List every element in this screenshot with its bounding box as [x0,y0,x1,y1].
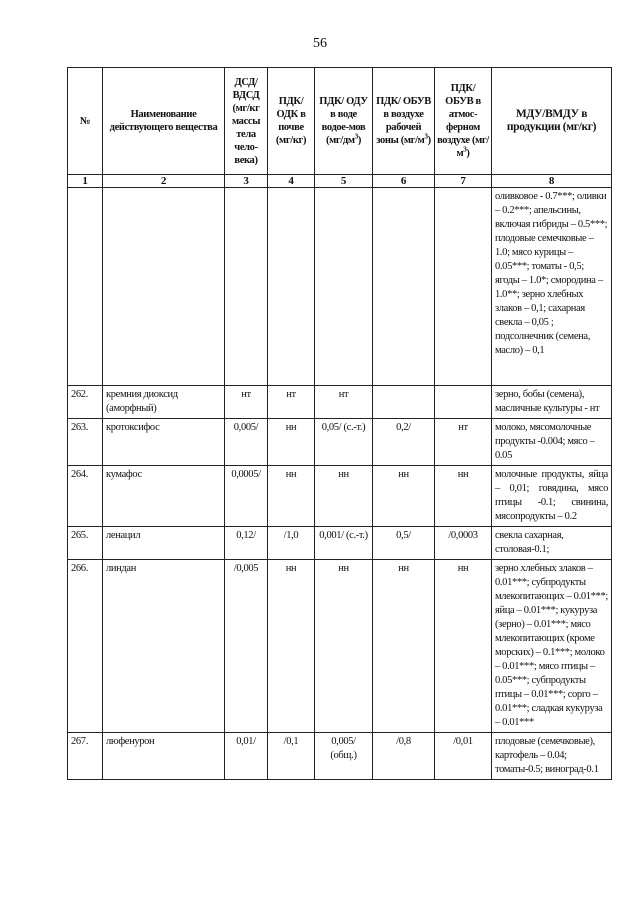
column-number: 3 [225,175,268,188]
soil-value: /1,0 [268,527,315,560]
work-air-value: нн [373,466,435,527]
product-limits: свекла сахарная, столовая-0.1; [492,527,612,560]
water-value: 0,001/ (с.-т.) [315,527,373,560]
substance-name: ленацил [103,527,225,560]
row-number: 267. [68,733,103,780]
water-value: нн [315,560,373,733]
substance-name: кротоксифос [103,419,225,466]
water-value: нт [315,386,373,419]
table-row [68,733,612,780]
work-air-value [373,386,435,419]
work-air-value: нн [373,560,435,733]
column-number: 4 [268,175,315,188]
work-air-value: 0,2/ [373,419,435,466]
column-number: 2 [103,175,225,188]
product-limits: молочные продукты, яйца – 0,01; говядина, мясо птицы -0.1; свинина, мясопродукты – 0.2 [492,466,612,527]
product-limits: плодовые (семечковые), картофель – 0.04; томаты-0.5; виноград-0.1 [492,733,612,780]
dsd-value: 0,005/ [225,419,268,466]
dsd-value: нт [225,386,268,419]
substance-name: линдан [103,560,225,733]
header-cell: № [68,68,103,175]
soil-value: нт [268,386,315,419]
product-limits: зерно, бобы (семена), масличные культуры - нт [492,386,612,419]
dsd-value [225,188,268,386]
column-number: 1 [68,175,103,188]
column-number-row [68,175,612,188]
table-row [68,527,612,560]
header-cell: ПДК/ ОБУВ в атмос-ферном воздухе $(мг/м^3)$ [435,68,492,175]
header-cell: ДСД/ ВДСД (мг/кг массы тела чело-века) [225,68,268,175]
soil-value: нн [268,419,315,466]
row-number: 266. [68,560,103,733]
table-row [68,188,612,386]
dsd-value: 0,01/ [225,733,268,780]
column-number: 6 [373,175,435,188]
atm-air-value: нт [435,419,492,466]
soil-value: /0,1 [268,733,315,780]
dsd-value: 0,0005/ [225,466,268,527]
atm-air-value [435,188,492,386]
table-row [68,466,612,527]
soil-value [268,188,315,386]
header-cell: МДУ/ВМДУ в продукции (мг/кг) [492,68,612,175]
work-air-value: /0,8 [373,733,435,780]
row-number: 265. [68,527,103,560]
table-row [68,560,612,733]
dsd-value: /0,005 [225,560,268,733]
atm-air-value [435,386,492,419]
work-air-value [373,188,435,386]
substance-name: люфенурон [103,733,225,780]
header-row [68,68,612,175]
substance-name [103,188,225,386]
soil-value: нн [268,560,315,733]
work-air-value: 0,5/ [373,527,435,560]
atm-air-value: /0,01 [435,733,492,780]
header-cell: ПДК/ ОБУВ в воздухе рабочей зоны $(мг/м^3)$ [373,68,435,175]
residue-limits-table [67,67,612,780]
water-value: нн [315,466,373,527]
water-value: 0,005/ (общ.) [315,733,373,780]
row-number: 262. [68,386,103,419]
table-row [68,419,612,466]
row-number: 263. [68,419,103,466]
atm-air-value: нн [435,466,492,527]
table-row [68,386,612,419]
dsd-value: 0,12/ [225,527,268,560]
page-number: 56 [313,36,327,51]
product-limits: молоко, мясомолочные продукты -0.004; мясо – 0.05 [492,419,612,466]
substance-name: кумафос [103,466,225,527]
header-cell: ПДК/ ОДУ в воде водое-мов $(мг/дм^3)$ [315,68,373,175]
column-number: 8 [492,175,612,188]
row-number: 264. [68,466,103,527]
soil-value: нн [268,466,315,527]
atm-air-value: нн [435,560,492,733]
row-number [68,188,103,386]
header-cell: ПДК/ ОДК в почве (мг/кг) [268,68,315,175]
product-limits: оливковое - 0.7***; оливки – 0.2***; апельсины, включая гибриды – 0.5***; плодовые семечковые – 1.0; мясо курицы – 0.05***; томаты - 0,5; ягоды – 1.0*; смородина – 1.0**; зерно хлебных злаков – 0,1; сахарная свекла – 0,05 ; подсолнечник (семена, масло) – 0,1 [492,188,612,386]
header-cell: Наименование действующего вещества [103,68,225,175]
water-value: 0,05/ (с.-т.) [315,419,373,466]
water-value [315,188,373,386]
column-number: 7 [435,175,492,188]
substance-name: кремния диоксид (аморфный) [103,386,225,419]
atm-air-value: /0,0003 [435,527,492,560]
product-limits: зерно хлебных злаков – 0.01***; субпродукты млекопитающих – 0.01***; яйца – 0.01***; кукуруза (зерно) – 0.01***; мясо млекопитающих (кроме морских) – 0.1***; молоко – 0.01***; мясо птицы – 0.05***; субпродукты птицы – 0.01***; сорго – 0.01***; сладкая кукуруза – 0.01*** [492,560,612,733]
column-number: 5 [315,175,373,188]
